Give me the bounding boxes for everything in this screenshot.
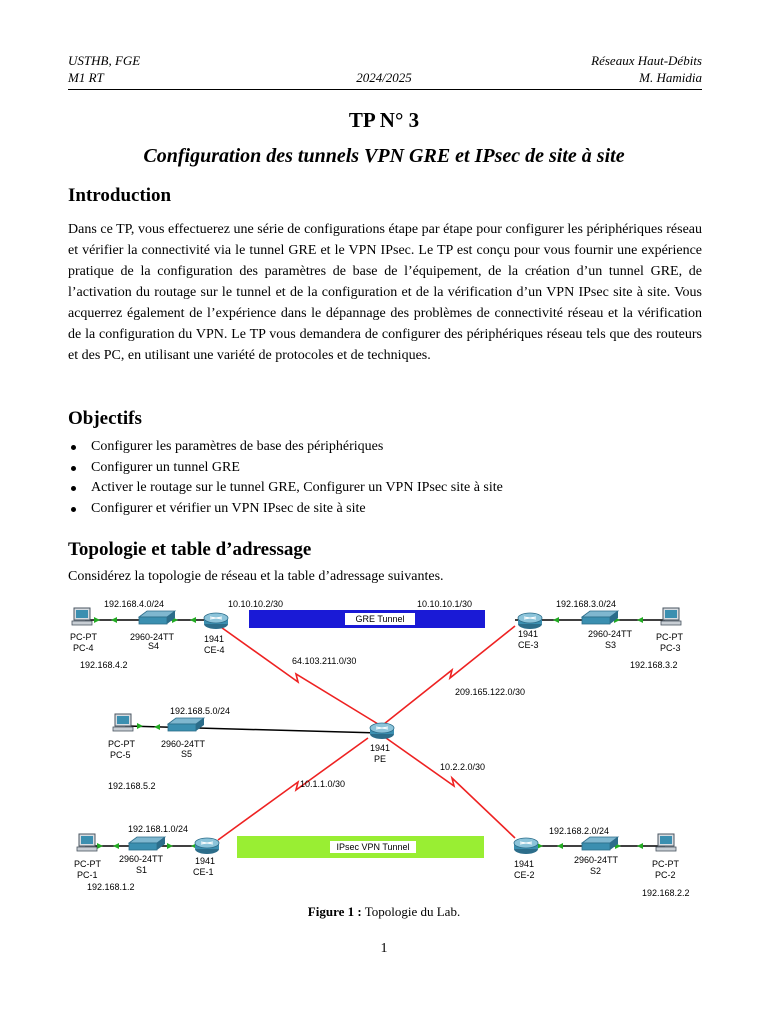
wan-label-ce3: 209.165.122.0/30 bbox=[455, 687, 526, 697]
ip-pc3: 192.168.3.2 bbox=[630, 660, 678, 670]
switch-s5-icon bbox=[168, 718, 204, 731]
s2-name: S2 bbox=[590, 866, 602, 876]
switch-s1-icon bbox=[129, 837, 165, 850]
heading-topologie: Topologie et table d’adressage bbox=[68, 539, 312, 560]
router-ce1-icon bbox=[195, 838, 219, 854]
ce3-model: 1941 bbox=[518, 629, 539, 639]
switch-s3-icon bbox=[582, 611, 618, 624]
ip-pc4: 192.168.4.2 bbox=[80, 660, 128, 670]
header-year: 2024/2025 bbox=[356, 70, 412, 85]
s1-model: 2960-24TT bbox=[119, 854, 164, 864]
topology-diagram bbox=[0, 590, 768, 900]
pc3-icon bbox=[661, 608, 681, 625]
router-ce2-icon bbox=[514, 838, 538, 854]
heading-objectifs: Objectifs bbox=[68, 408, 142, 429]
ce2-model: 1941 bbox=[514, 859, 535, 869]
s4-model: 2960-24TT bbox=[130, 632, 175, 642]
ce2-name: CE-2 bbox=[514, 870, 535, 880]
router-ce3-icon bbox=[518, 613, 542, 629]
gre-tunnel-label: GRE Tunnel bbox=[355, 614, 405, 624]
s2-model: 2960-24TT bbox=[574, 855, 619, 865]
wan-label-ce4: 64.103.211.0/30 bbox=[292, 656, 357, 666]
link-pc5-pe bbox=[125, 726, 380, 733]
pc2-name: PC-2 bbox=[655, 870, 676, 880]
pc4-name: PC-4 bbox=[73, 643, 94, 653]
pc1-icon bbox=[77, 834, 97, 851]
net-label-pc2: 192.168.2.0/24 bbox=[549, 826, 610, 836]
s3-name: S3 bbox=[605, 640, 617, 650]
ce1-model: 1941 bbox=[195, 856, 216, 866]
heading-introduction: Introduction bbox=[68, 185, 172, 206]
tunnel-ip-ce4: 10.10.10.2/30 bbox=[228, 599, 284, 609]
wan-link-pe-ce2 bbox=[386, 738, 515, 838]
tunnel-ip-ce3: 10.10.10.1/30 bbox=[417, 599, 473, 609]
ipsec-tunnel-label: IPsec VPN Tunnel bbox=[336, 842, 410, 852]
s4-name: S4 bbox=[148, 641, 160, 651]
pc1-type: PC-PT bbox=[74, 859, 101, 869]
ce4-model: 1941 bbox=[204, 634, 225, 644]
figure-caption bbox=[0, 904, 768, 920]
header-left-line2: M1 RT bbox=[68, 70, 104, 85]
ip-pc5: 192.168.5.2 bbox=[108, 781, 156, 791]
ip-pc1: 192.168.1.2 bbox=[87, 882, 135, 892]
pc3-name: PC-3 bbox=[660, 643, 681, 653]
pe-name: PE bbox=[374, 754, 387, 764]
doc-title: TP N° 3 bbox=[348, 108, 420, 132]
switch-s2-icon bbox=[582, 837, 618, 850]
topologie-intro: Considérez la topologie de réseau et la table d’adressage suivantes. bbox=[68, 569, 444, 584]
ce4-name: CE-4 bbox=[204, 645, 225, 655]
page-number: 1 bbox=[380, 941, 388, 956]
bullet-icon bbox=[71, 466, 76, 471]
introduction-paragraph: Dans ce TP, vous effectuerez une série de configurations étape par étape pour configurer les périphériques réseau et vérifier la connectivité via le tunnel GRE et le VPN IPsec. Le TP est conçu pour vous fournir une expérience pratique de la configuration des paramètres de base de l’équipement, de la création d’un tunnel GRE, de l’activation du routage sur le tunnel et de la configuration et de la vérification d’un VPN IPsec site à site. Vous acquerrez également de l’expérience dans le dépannage des problèmes de connectivité réseau et la vérification de la configuration du VPN. Le TP vous demandera de configurer des périphériques réseau tels que des routeurs et des PC, en utilisant une variété de protocoles et de techniques. bbox=[68, 222, 702, 363]
header-left-line1: USTHB, FGE bbox=[68, 53, 141, 68]
net-label-pc5: 192.168.5.0/24 bbox=[170, 706, 231, 716]
figure-caption-text: Topologie du Lab. bbox=[364, 904, 461, 919]
pc5-name: PC-5 bbox=[110, 750, 131, 760]
bullet-icon bbox=[71, 445, 76, 450]
objectifs-list bbox=[68, 437, 702, 519]
pc2-icon bbox=[656, 834, 676, 851]
list-item: Configurer et vérifier un VPN IPsec de site à site bbox=[68, 499, 702, 520]
s1-name: S1 bbox=[136, 865, 148, 875]
bullet-icon bbox=[71, 486, 76, 491]
list-item: Activer le routage sur le tunnel GRE, Configurer un VPN IPsec site à site bbox=[68, 478, 702, 499]
wan-link-ce3-pe bbox=[384, 626, 515, 724]
net-label-pc4: 192.168.4.0/24 bbox=[104, 599, 165, 609]
ce1-name: CE-1 bbox=[193, 867, 214, 877]
net-label-pc1: 192.168.1.0/24 bbox=[128, 824, 189, 834]
list-item: Configurer les paramètres de base des périphériques bbox=[68, 437, 702, 458]
router-pe-icon bbox=[370, 723, 394, 739]
list-item: Configurer un tunnel GRE bbox=[68, 458, 702, 479]
pc4-type: PC-PT bbox=[70, 632, 97, 642]
header-rule bbox=[68, 89, 702, 90]
header-right-line2: M. Hamidia bbox=[639, 70, 702, 85]
pc3-type: PC-PT bbox=[656, 632, 683, 642]
figure-caption-label: Figure 1 : bbox=[307, 904, 362, 919]
wan-link-pe-ce1 bbox=[218, 738, 368, 840]
pe-model: 1941 bbox=[370, 743, 391, 753]
pc5-type: PC-PT bbox=[108, 739, 135, 749]
wan-link-ce4-pe bbox=[218, 625, 378, 724]
switch-s4-icon bbox=[139, 611, 175, 624]
bullet-icon bbox=[71, 507, 76, 512]
ce3-name: CE-3 bbox=[518, 640, 539, 650]
s5-model: 2960-24TT bbox=[161, 739, 206, 749]
pc5-icon bbox=[113, 714, 133, 731]
ip-pc2: 192.168.2.2 bbox=[642, 888, 690, 898]
wan-label-ce2: 10.2.2.0/30 bbox=[440, 762, 486, 772]
wan-label-ce1: 10.1.1.0/30 bbox=[300, 779, 346, 789]
doc-subtitle: Configuration des tunnels VPN GRE et IPsec de site à site bbox=[143, 145, 625, 167]
header-right-line1: Réseaux Haut-Débits bbox=[591, 53, 702, 68]
s3-model: 2960-24TT bbox=[588, 629, 633, 639]
s5-name: S5 bbox=[181, 749, 193, 759]
pc1-name: PC-1 bbox=[77, 870, 98, 880]
router-ce4-icon bbox=[204, 613, 228, 629]
net-label-pc3: 192.168.3.0/24 bbox=[556, 599, 617, 609]
pc4-icon bbox=[72, 608, 92, 625]
pc2-type: PC-PT bbox=[652, 859, 679, 869]
